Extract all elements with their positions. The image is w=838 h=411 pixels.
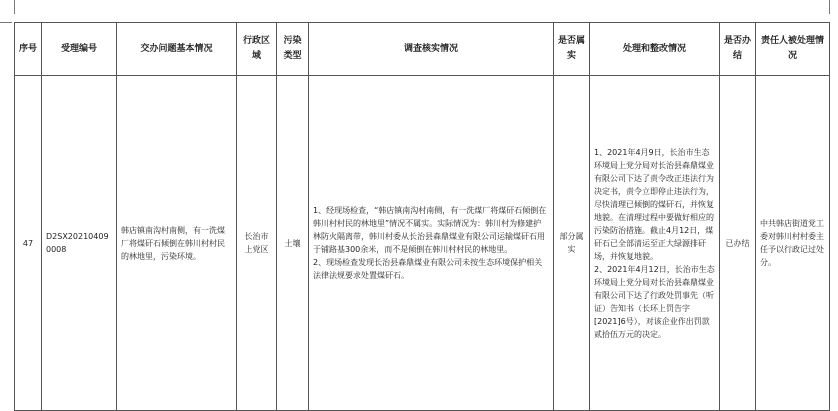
cell-investigation bbox=[309, 76, 554, 411]
handling-item-2: 2、2021年4月12日，长治市生态环境局上党分局对长治县森鼎煤业有限公司下达了行政处罚事先（听证）告知书（长环上罚告字[2021]6号），对该企业作出罚款贰拾伍万元的决定。 bbox=[594, 264, 715, 339]
cell-verified: 部分属实 bbox=[554, 76, 590, 411]
page-fold-mark bbox=[829, 0, 830, 14]
handling-item-1: 1、2021年4月9日，长治市生态环境局上党分局对长治县森鼎煤业有限公司下达了责令改正违法行为决定书，责令立即停止违法行为，尽快清理已倾倒的煤矸石，并恢复地貌。在清理过程中要做好相应的污染防治措施。截止4月12日，煤矸石已全部清运至正大绿源排矸场，并恢复地貌。 bbox=[594, 147, 714, 261]
header-id: 受理编号 bbox=[42, 23, 117, 76]
header-issue: 交办问题基本情况 bbox=[117, 23, 237, 76]
header-investigation: 调查核实情况 bbox=[309, 23, 554, 76]
header-region: 行政区域 bbox=[237, 23, 277, 76]
header-handling: 处理和整改情况 bbox=[590, 23, 720, 76]
cell-id: D2SX202104090008 bbox=[42, 76, 117, 411]
table-header-row bbox=[15, 23, 830, 76]
cell-issue: 韩店镇南沟村南侧，有一洗煤厂将煤矸石倾倒在韩川村村民的林地里，污染环境。 bbox=[117, 76, 237, 411]
cell-type: 土壤 bbox=[277, 76, 309, 411]
header-type: 污染类型 bbox=[277, 23, 309, 76]
header-verified: 是否属实 bbox=[554, 23, 590, 76]
investigation-item-1: 1、经现场检查，“韩店镇南沟村南侧，有一洗煤厂将煤矸石倾倒在韩川村村民的林地里”情况不属实。实际情况为：韩川村为修建护林防火隔离带，韩川村委从长治县森鼎煤业有限公司运输煤矸石用于铺路基300余米，而不是倾倒在韩川村村民的林地里。 bbox=[313, 206, 547, 254]
cell-closed: 已办结 bbox=[720, 76, 756, 411]
complaint-table bbox=[14, 22, 830, 411]
cell-region: 长治市上党区 bbox=[237, 76, 277, 411]
table-row bbox=[15, 76, 830, 411]
header-closed: 是否办结 bbox=[720, 23, 756, 76]
header-seq: 序号 bbox=[15, 23, 42, 76]
page-fold-mark bbox=[14, 0, 15, 14]
cell-handling bbox=[590, 76, 720, 411]
cell-accountability: 中共韩店街道党工委对韩川村村委主任予以行政记过处分。 bbox=[756, 76, 830, 411]
page-fold-mark bbox=[0, 22, 12, 23]
header-accountability: 责任人被处理情况 bbox=[756, 23, 830, 76]
cell-seq: 47 bbox=[15, 76, 42, 411]
investigation-item-2: 2、现场检查发现长治县森鼎煤业有限公司未按生态环境保护相关法律法规要求处置煤矸石。 bbox=[313, 258, 543, 280]
